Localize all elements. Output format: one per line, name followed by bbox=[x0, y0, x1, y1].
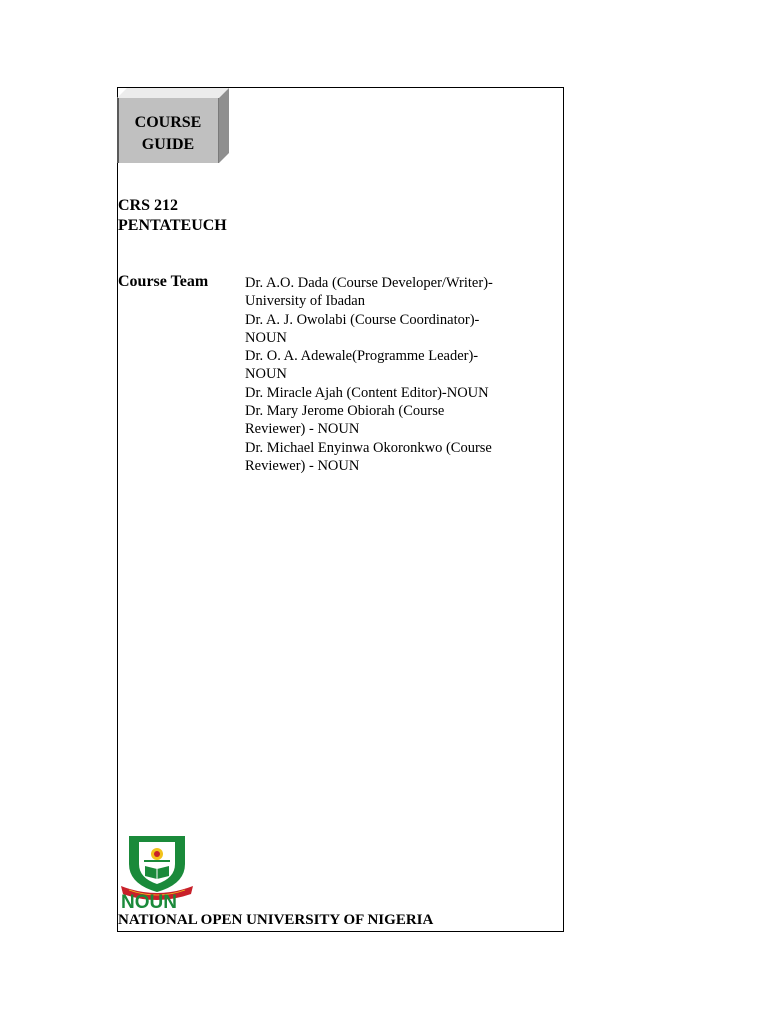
course-team-label: Course Team bbox=[118, 273, 209, 290]
team-line: Reviewer) - NOUN bbox=[245, 457, 360, 474]
team-line: Reviewer) - NOUN bbox=[245, 421, 360, 438]
noun-crest-logo bbox=[119, 834, 195, 914]
team-line: NOUN bbox=[245, 329, 287, 346]
box-front-face bbox=[117, 98, 219, 163]
team-line: Dr. A. J. Owolabi (Course Coordinator)- bbox=[245, 311, 480, 328]
course-heading bbox=[118, 196, 227, 236]
course-title: PENTATEUCH bbox=[118, 217, 227, 234]
box-side-face bbox=[219, 88, 229, 163]
box-top-face bbox=[117, 88, 229, 98]
team-line: Dr. Miracle Ajah (Content Editor)-NOUN bbox=[245, 384, 489, 401]
team-line: Dr. O. A. Adewale(Programme Leader)- bbox=[245, 348, 479, 365]
team-line: Dr. Michael Enyinwa Okoronkwo (Course bbox=[245, 439, 492, 456]
team-line: Dr. Mary Jerome Obiorah (Course bbox=[245, 403, 445, 420]
university-name: NATIONAL OPEN UNIVERSITY OF NIGERIA bbox=[118, 912, 434, 928]
course-guide-box bbox=[117, 88, 229, 163]
course-team-list bbox=[245, 274, 545, 475]
course-code: CRS 212 bbox=[118, 197, 179, 214]
noun-wordmark: NOUN bbox=[121, 892, 177, 913]
course-guide-label bbox=[117, 112, 219, 156]
guide-line-1: COURSE bbox=[134, 114, 202, 131]
team-line: Dr. A.O. Dada (Course Developer/Writer)- bbox=[245, 275, 493, 291]
guide-line-2: GUIDE bbox=[141, 136, 195, 153]
team-line: University of Ibadan bbox=[245, 293, 365, 310]
team-line: NOUN bbox=[245, 366, 287, 383]
